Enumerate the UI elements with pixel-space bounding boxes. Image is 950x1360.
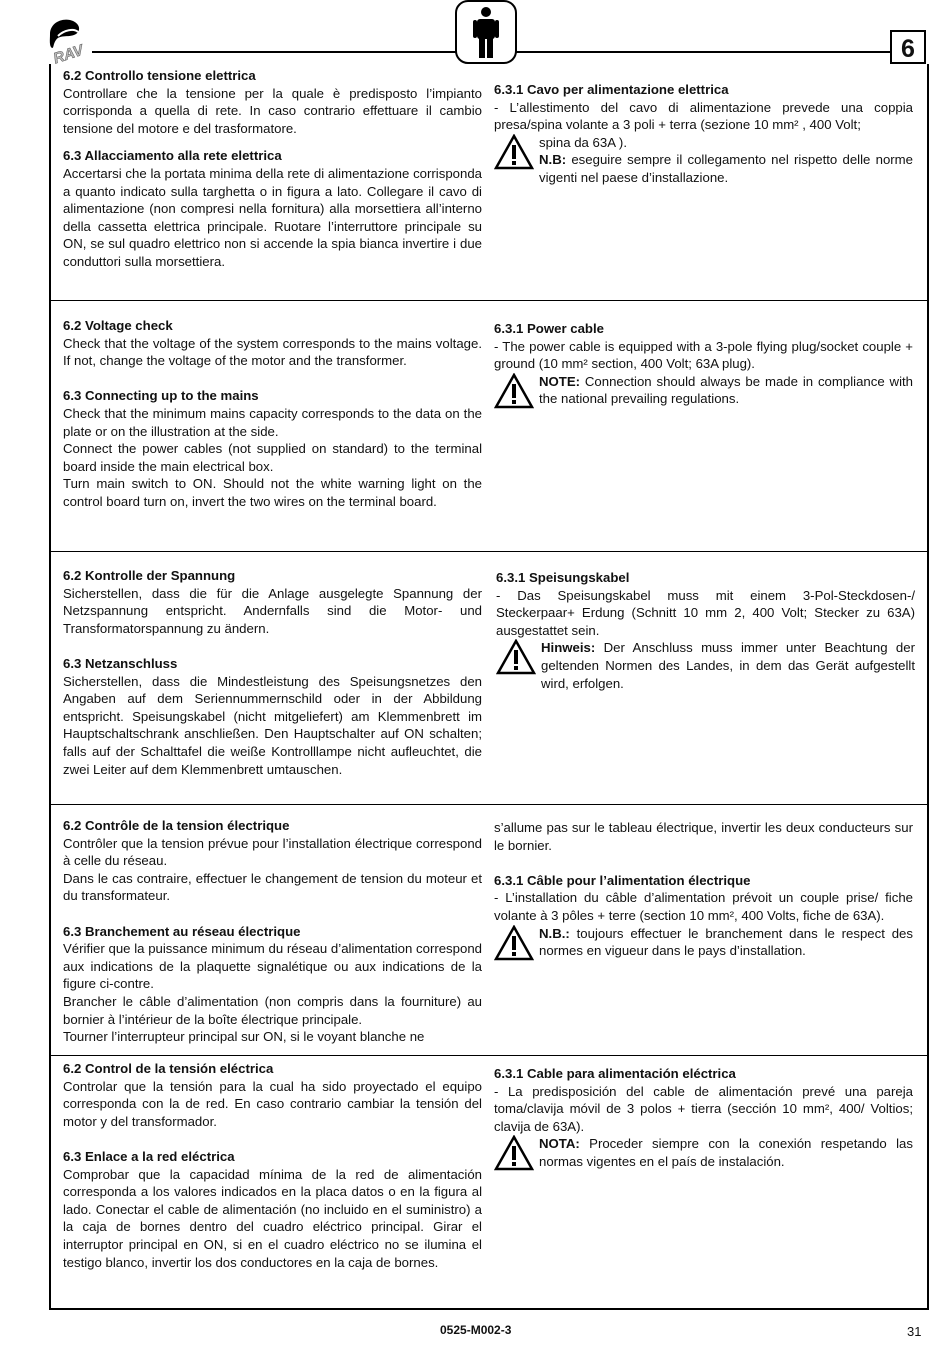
paragraph: s’allume pas sur le tableau électrique, invertir les deux conducteurs sur le bornier. xyxy=(494,820,913,853)
paragraph: Check that the voltage of the system corresponds to the mains voltage. If not, change the voltage of the motor and the transformer. xyxy=(63,335,482,369)
heading-power-cable-fr: 6.3.1 Câble pour l’alimentation électrique xyxy=(494,872,751,888)
operator-person-icon xyxy=(455,0,517,64)
section-en-left xyxy=(63,317,482,511)
svg-text:RAV: RAV xyxy=(51,41,86,66)
heading-voltage-check-en: 6.2 Voltage check xyxy=(63,318,173,333)
paragraph: Controlar que la tensión para la cual ha sido proyectado el equipo corresponda con la de red. En caso contrario cambiar la tensión del motor y del transformador. xyxy=(63,1078,482,1129)
warning-note xyxy=(494,1135,913,1170)
rav-logo xyxy=(46,18,92,66)
note-body: Proceder siempre con la conexión respetando las normas vigentes en el país de instalación. xyxy=(539,1136,913,1169)
note-body: Der Anschluss muss immer unter Beachtung der geltenden Normen des Landes, in dem das Gerät aufgestellt wird, erfolgen. xyxy=(541,640,915,691)
heading-mains-connection-en: 6.3 Connecting up to the mains xyxy=(63,388,259,404)
paragraph: Check that the minimum mains capacity corresponds to the data on the plate or on the illustration at the side. xyxy=(63,405,482,439)
section-fr-right xyxy=(494,819,913,960)
heading-voltage-check-fr: 6.2 Contrôle de la tension électrique xyxy=(63,818,290,833)
section-fr-left xyxy=(63,817,482,1046)
heading-mains-connection-de: 6.3 Netzanschluss xyxy=(63,655,178,671)
heading-mains-connection-fr: 6.3 Branchement au réseau électrique xyxy=(63,923,301,939)
heading-power-cable-es: 6.3.1 Cable para alimentación eléctrica xyxy=(494,1066,736,1081)
heading-voltage-check-de: 6.2 Kontrolle der Spannung xyxy=(63,568,236,583)
heading-voltage-check-it: 6.2 Controllo tensione elettrica xyxy=(63,68,256,83)
chapter-number-box: 6 xyxy=(890,30,926,64)
paragraph: Sicherstellen, dass die Mindestleistung des Speisungsnetzes den Angaben auf dem Seriennummernschild oder in der Abbildung entspricht. Speisungskabel (nicht mitgeliefert) am Klemmenbrett im Hauptschaltschrank anschließen. Den Hauptschalter auf ON schalten; falls auf der Schalttafel die weiße Kontrolllampe nicht aufleuchtet, die zwei Leiter auf dem Klemmenbrett umtauschen. xyxy=(63,673,482,777)
warning-triangle-icon xyxy=(494,373,534,409)
paragraph: Turn main switch to ON. Should not the white warning light on the control board turn on, invert the two wires on the terminal board. xyxy=(63,476,482,509)
heading-power-cable-it: 6.3.1 Cavo per alimentazione elettrica xyxy=(494,82,729,97)
document-code: 0525-M002-3 xyxy=(440,1323,512,1337)
section-divider xyxy=(51,804,927,805)
paragraph: Tourner l’interrupteur principal sur ON, si le voyant blanche ne xyxy=(63,1029,425,1045)
paragraph: Sicherstellen, dass die für die Anlage ausgelegte Spannung der Netzspannung entspricht. Andernfalls sind die Motor- und Transformatorspannung zu ändern. xyxy=(63,585,482,636)
section-divider xyxy=(51,300,927,301)
paragraph: Brancher le câble d’alimentation (non compris dans la fourniture) au bornier à l’intérieur de la boîte électrique principale. xyxy=(63,993,482,1027)
note-text xyxy=(539,151,913,186)
heading-mains-connection-es: 6.3 Enlace a la red eléctrica xyxy=(63,1148,235,1164)
note-label: NOTA: xyxy=(539,1136,580,1152)
heading-power-cable-de: 6.3.1 Speisungskabel xyxy=(496,570,630,585)
note-label: NOTE: xyxy=(539,373,581,389)
paragraph: Comprobar que la capacidad mínima de la red de alimentación corresponda a los valores indicados en la placa datos o en la figura al lado. Conectar el cable de alimentación (no incluido en el suministro) a la caja de bornes dentro del cuadro eléctrico principal. Girar el interruptor principal en ON, si en el cuadro eléctrico no se ilumina el testigo blanco, invertir los dos conductores en la caja de bornes. xyxy=(63,1166,482,1270)
paragraph: Vérifier que la puissance minimum du réseau d’alimentation correspond aux indications de la plaquette signalétique ou aux indications de la figure ci-contre. xyxy=(63,941,482,992)
page-number: 31 xyxy=(907,1324,922,1339)
warning-note xyxy=(496,639,915,692)
note-label: Hinweis: xyxy=(541,640,596,656)
note-text xyxy=(539,925,913,960)
section-divider xyxy=(51,1055,927,1056)
heading-mains-connection-it: 6.3 Allacciamento alla rete elettrica xyxy=(63,148,282,164)
section-en-right xyxy=(494,320,913,408)
heading-power-cable-en: 6.3.1 Power cable xyxy=(494,321,604,336)
paragraph: - L’allestimento del cavo di alimentazione prevede una coppia presa/spina volante a 3 poli + terra (sezione 10 mm² , 400 Volt; xyxy=(494,99,913,133)
paragraph: Controllare che la tensione per la quale è predisposto l’impianto corrisponda a quella di rete. In caso contrario effettuare il cambio tensione del motore e del trasformatore. xyxy=(63,85,482,136)
section-it-right xyxy=(494,81,913,187)
paragraph: - La predisposición del cable de alimentación prevé una pareja toma/clavija móvil de 3 polos + tierra (sección 10 mm², 400/ Voltios; clavija de 63A). xyxy=(494,1083,913,1134)
section-de-right xyxy=(496,569,915,692)
note-body: toujours effectuer le branchement dans le respect des normes en vigueur dans le pays d’installation. xyxy=(539,925,913,959)
note-text xyxy=(539,373,913,408)
section-de-left xyxy=(63,567,482,778)
note-body: Connection should always be made in compliance with the national prevailing regulations. xyxy=(539,373,913,407)
section-it-left xyxy=(63,67,482,271)
paragraph: spina da 63A ). xyxy=(539,134,627,150)
paragraph: - The power cable is equipped with a 3-pole flying plug/socket couple + ground (10 mm² section, 400 Volt; 63A plug). xyxy=(494,338,913,372)
note-text xyxy=(539,1135,913,1170)
paragraph: Connect the power cables (not supplied on standard) to the terminal board inside the main electrical box. xyxy=(63,441,482,474)
warning-triangle-icon xyxy=(494,134,534,170)
warning-triangle-icon xyxy=(494,925,534,961)
warning-note xyxy=(494,373,913,408)
note-label: N.B.: xyxy=(539,925,570,941)
warning-triangle-icon xyxy=(494,1135,534,1171)
heading-voltage-check-es: 6.2 Control de la tensión eléctrica xyxy=(63,1061,274,1076)
paragraph: Dans le cas contraire, effectuer le changement de tension du moteur et du transformateur. xyxy=(63,870,482,904)
paragraph: - Das Speisungskabel muss mit einem 3-Pol-Steckdosen-/ Steckerpaar+ Erdung (Schnitt 10 mm 2, 400 Volt; Stecker zu 63A) ausgestattet sein. xyxy=(496,587,915,638)
note-body: eseguire sempre il collegamento nel rispetto delle norme vigenti nel paese d’installazione. xyxy=(539,152,913,185)
section-divider xyxy=(51,551,927,552)
paragraph: - L’installation du câble d’alimentation prévoit un couple prise/ fiche volante à 3 pôles + terre (section 10 mm², 400 Volts, fiche de 63A). xyxy=(494,890,913,923)
section-es-left xyxy=(63,1060,482,1271)
note-label: N.B: xyxy=(539,152,567,168)
section-es-right xyxy=(494,1065,913,1171)
paragraph: Accertarsi che la portata minima della rete di alimentazione corrisponda a quanto indicato sulla targhetta o in figura a lato. Collegare il cavo di alimentazione (non compresi nella fornitura) alla morsettiera all’interno della cassetta elettrica principale. Ruotare l’interruttore principale su ON, se sul quadro elettrico non si accende la spia bianca invertire i due conduttori sulla morsettiera. xyxy=(63,165,482,269)
warning-note xyxy=(494,134,913,187)
warning-triangle-icon xyxy=(496,639,536,675)
paragraph: Contrôler que la tension prévue pour l’installation électrique correspond à celle du réseau. xyxy=(63,835,482,869)
note-text xyxy=(541,639,915,692)
warning-note xyxy=(494,925,913,960)
